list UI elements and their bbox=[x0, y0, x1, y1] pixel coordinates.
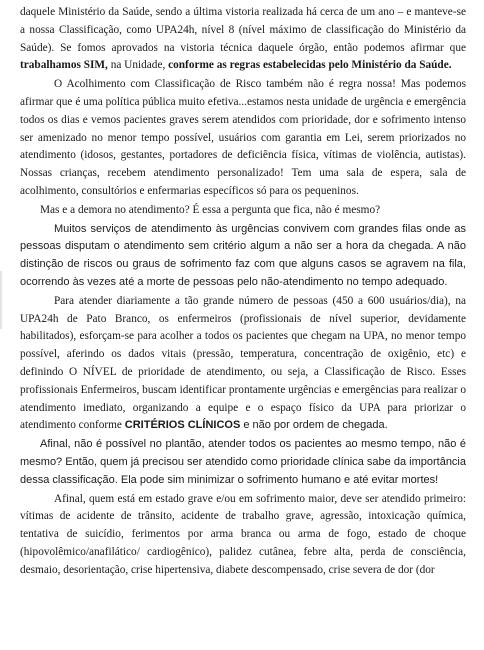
paragraph-demora-question: Mas e a demora no atendimento? É essa a pergunta que fica, não é mesmo? bbox=[40, 203, 381, 216]
paragraph-vistoria bbox=[20, 4, 466, 75]
paragraph-vistoria-mid: na Unidade, bbox=[107, 59, 169, 72]
paragraph-enfermeiros-bold-criterios: CRITÉRIOS CLÍNICOS bbox=[124, 419, 241, 432]
paragraph-enfermeiros-tail: e não por ordem de chegada. bbox=[240, 419, 388, 432]
paragraph-plantao: Afinal, não é possível no plantão, atender todos os pacientes ao mesmo tempo, não é mesmo? Então, quem já precisou ser atendido como prioridade clínica sabe da importância dessa classificação. Ela pode sim minimizar o sofrimento humano e até evitar mortes! bbox=[20, 438, 466, 486]
paragraph-enfermeiros-text: Para atender diariamente a tão grande número de pessoas (450 a 600 usuários/dia), na UPA24h de Pato Branco, os enfermeiros (profissionais de nível superior, devidamente habilitados), esforçam-se para acolher a todos os pacientes que chegam na UPA, no menor tempo possível, aferindo os dados vitais (pressão, temperatura, concentração de oxigênio, etc) e definindo O NÍVEL de prioridade de atendimento, ou seja, a Classificação de Risco. Esses profissionais Enfermeiros, buscam identificar prontamente urgências e emergências para realizar o atendimento imediato, organizando a equipe e o espaço físico da UPA para priorizar o atendimento conforme bbox=[20, 294, 466, 432]
paragraph-enfermeiros bbox=[20, 293, 466, 435]
paragraph-vistoria-text: daquele Ministério da Saúde, sendo a última vistoria realizada há cerca de um ano – e manteve-se a nossa Classificação, como UPA24h, nível 8 (nível máximo de classificação do Ministério da Saúde). Se fomos aprovados na vistoria técnica daquele órgão, então podemos afirmar que bbox=[20, 6, 466, 54]
paragraph-filas: Muitos serviços de atendimento às urgências convivem com grandes filas onde as pessoas disputam o atendimento sem critério algum a não ser a hora da chegada. A não distinção de riscos ou graus de sofrimento faz com que alguns casos se agravem na fila, ocorrendo às vezes até a morte de pessoas pelo não-atendimento no tempo adequado. bbox=[20, 222, 466, 288]
paragraph-acolhimento: O Acolhimento com Classificação de Risco também não é regra nossa! Mas podemos afirmar que é uma política pública muito efetiva...estamos nesta unidade de urgência e emergência todos os dias e vemos pacientes graves serem atendidos com prioridade, dor e sofrimento intenso ser amenizado no menor tempo possível, usuários com garantia em Lei, serem priorizados no atendimento (idosos, gestantes, portadores de deficiência física, vítimas de violência, autistas). Nossas crianças, recebem atendimento personalizado! Tem uma sala de espera, sala de acolhimento, consultórios e enfermarias específicos só para os pequeninos. bbox=[20, 78, 466, 197]
paragraph-vistoria-bold-sim: trabalhamos SIM, bbox=[20, 59, 108, 72]
paragraph-vistoria-bold-regras: conforme as regras estabelecidas pelo Ministério da Saúde. bbox=[168, 59, 452, 72]
page-edge-shadow bbox=[0, 271, 3, 329]
paragraph-estado-grave: Afinal, quem está em estado grave e/ou em sofrimento maior, deve ser atendido primeiro: vítimas de acidente de trânsito, acidente de trabalho grave, agressão, intoxicação química, tentativa de suicídio, ferimentos por arma branca ou arma de fogo, estado de choque (hipovolêmico/anafilático/ cardiogênico), palidez cutânea, febre alta, perda de consciência, desmaio, desorientação, crise hipertensiva, diabete descompensado, crise severa de dor (dor bbox=[20, 492, 466, 576]
document-page bbox=[20, 4, 466, 580]
